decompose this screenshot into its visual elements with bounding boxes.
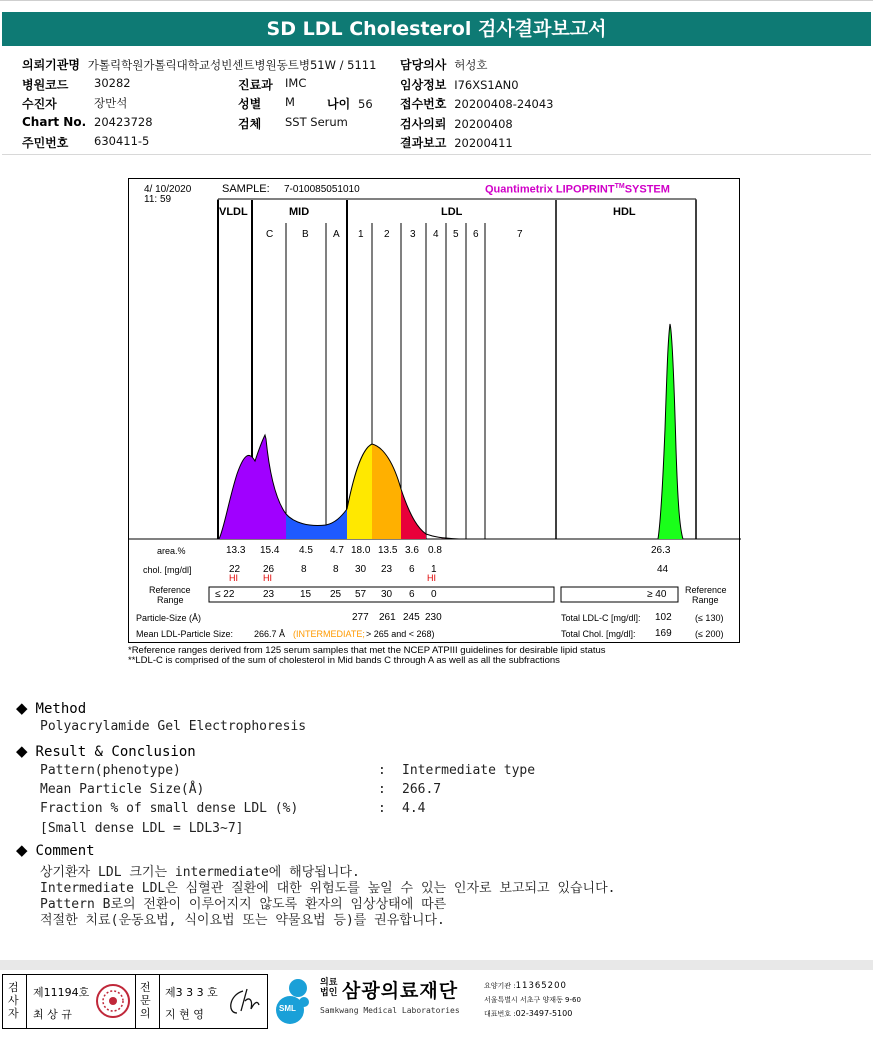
brand-system: SYSTEM — [624, 183, 670, 196]
specialist-signature-icon — [223, 985, 263, 1021]
ward-value: 동트병51W / 5111 — [276, 58, 377, 72]
ref-vldl: ≤ 22 — [215, 589, 235, 600]
org-type-1: 의료 — [320, 978, 338, 988]
age-row — [327, 95, 373, 112]
total-chol-ref: (≤ 200) — [695, 629, 724, 639]
mid-b-peak — [286, 514, 326, 539]
mean-value: 266.7 Å — [254, 629, 286, 639]
sex-value: M — [285, 95, 295, 109]
ref-right-1: Reference — [685, 585, 727, 595]
brand-tm: TM — [614, 183, 625, 190]
ref-c: 23 — [263, 589, 275, 600]
org-phone-value: 02-3497-5100 — [515, 1009, 573, 1018]
specimen-label: 검체 — [238, 117, 262, 131]
ref-right-2: Range — [692, 595, 719, 605]
sub-band-7: 7 — [517, 229, 523, 240]
result-row-sep-3: : — [378, 801, 386, 816]
org-code-label: 요양기관 : — [484, 982, 516, 990]
inspector-name: 최 상 규 — [33, 1008, 72, 1021]
clinical-value: I76XS1AN0 — [454, 78, 519, 92]
comment-line-1: 상기환자 LDL 크기는 intermediate에 해당됩니다. — [40, 865, 360, 880]
inspector-number: 제11194호 — [33, 986, 90, 999]
result-row-label-1: Pattern(phenotype) — [40, 763, 181, 778]
area-1: 18.0 — [351, 545, 371, 556]
mean-range: > 265 and < 268) — [366, 629, 435, 639]
chol-4: 1 — [431, 564, 437, 575]
chol-label: chol. [mg/dl] — [143, 565, 192, 575]
chol-c: 26 — [263, 564, 275, 575]
examinee-label: 수진자 — [22, 97, 57, 111]
sign-divider — [159, 975, 160, 1028]
result-row-label-2: Mean Particle Size(Å) — [40, 782, 205, 797]
diamond-bullet-icon: ◆ — [16, 699, 28, 717]
receipt-row — [400, 95, 553, 112]
result-row-sep-1: : — [378, 763, 386, 778]
report-notes — [128, 646, 606, 666]
specimen-value: SST Serum — [285, 115, 348, 129]
area-b: 4.5 — [299, 545, 313, 556]
org-phone-label: 대표번호 : — [484, 1010, 516, 1018]
dept-row — [238, 76, 307, 93]
org-type-2: 법인 — [320, 988, 338, 998]
request-row — [400, 115, 513, 132]
brand-text: Quantimetrix LIPOPRINT — [485, 183, 615, 196]
sub-band-a: A — [333, 229, 340, 240]
result-row-value-1: Intermediate type — [402, 763, 536, 778]
hospital-code-row — [22, 76, 131, 93]
request-value: 20200408 — [454, 117, 513, 131]
band-mid-label: MID — [289, 206, 310, 218]
note-line-2: **LDL-C is comprised of the sum of cholesterol in Mid bands C through A as well as all the subfractions — [128, 655, 560, 666]
sign-divider — [26, 975, 27, 1028]
org-code — [484, 981, 567, 991]
area-3: 3.6 — [405, 545, 419, 556]
sub-band-3: 3 — [410, 229, 416, 240]
dept-value: IMC — [285, 76, 307, 90]
band-vldl-label: VLDL — [219, 206, 248, 218]
clinical-label: 임상정보 — [400, 78, 447, 92]
diamond-bullet-icon: ◆ — [16, 841, 28, 859]
examinee-value: 장만석 — [94, 96, 128, 110]
sub-band-5: 5 — [453, 229, 459, 240]
comment-line-2: Intermediate LDL은 심혈관 질환에 대한 위험도를 높일 수 있는 인자로 보고되고 있습니다. — [40, 881, 616, 896]
inspector-label: 검사자 — [8, 981, 19, 1020]
comment-line-4: 적절한 치료(운동요법, 식이요법 또는 약물요법 등)를 권유합니다. — [40, 913, 445, 928]
org-type — [320, 978, 337, 998]
sample-value: 7-010085051010 — [284, 184, 360, 195]
request-label: 검사의뢰 — [400, 117, 447, 131]
report-time: 11: 59 — [144, 194, 172, 205]
report-date-row — [400, 134, 513, 151]
report-date-label: 결과보고 — [400, 136, 447, 150]
hi-flag-c: HI — [263, 573, 272, 583]
total-ldl-ref: (≤ 130) — [695, 613, 724, 623]
report-date: 4/ 10/2020 — [144, 184, 192, 195]
area-label: area.% — [157, 546, 186, 556]
result-heading — [16, 742, 196, 760]
band-hdl-label: HDL — [613, 206, 636, 218]
area-vldl: 13.3 — [226, 545, 246, 556]
method-heading — [16, 699, 86, 717]
mean-class: (INTERMEDIATE; — [293, 629, 365, 639]
lipoprint-report — [128, 178, 740, 643]
mean-label: Mean LDL-Particle Size: — [136, 629, 234, 639]
area-4: 0.8 — [428, 545, 442, 556]
comment-line-3: Pattern B로의 전환이 이루어지지 않도록 환자의 임상상태에 따른 — [40, 897, 447, 912]
result-row-sep-2: : — [378, 782, 386, 797]
psize-2: 261 — [379, 612, 396, 623]
ref-label-1: Reference — [149, 585, 191, 595]
sex-label: 성별 — [238, 97, 262, 111]
chol-2: 23 — [381, 564, 393, 575]
sign-divider — [135, 975, 136, 1028]
chol-3: 6 — [409, 564, 415, 575]
receipt-label: 접수번호 — [400, 97, 447, 111]
dept-label: 진료과 — [238, 78, 273, 92]
specialist-name: 지 현 영 — [165, 1008, 204, 1021]
chart-no-row — [22, 115, 153, 129]
hospital-code-label: 병원코드 — [22, 78, 69, 92]
area-hdl: 26.3 — [651, 545, 671, 556]
band-ldl-label: LDL — [441, 206, 463, 218]
ref-label-2: Range — [157, 595, 184, 605]
ref-hdl: ≥ 40 — [647, 589, 667, 600]
id-row — [22, 134, 150, 151]
result-row-value-3: 4.4 — [402, 801, 426, 816]
institution-value: 가톨릭학원가톨릭대학교성빈센트병원 — [87, 58, 277, 72]
info-separator — [2, 154, 871, 155]
clinical-row — [400, 76, 519, 93]
total-chol-value: 169 — [655, 628, 672, 639]
sample-label: SAMPLE: — [222, 183, 270, 195]
area-2: 13.5 — [378, 545, 398, 556]
report-title: SD LDL Cholesterol 검사결과보고서 — [2, 12, 871, 46]
psize-label: Particle-Size (Å) — [136, 613, 202, 623]
inspector-seal-icon — [95, 983, 131, 1019]
result-heading-text: Result & Conclusion — [35, 744, 196, 760]
comment-heading-text: Comment — [35, 843, 95, 859]
signature-box — [2, 974, 268, 1029]
age-value: 56 — [358, 97, 373, 111]
comment-heading — [16, 841, 95, 859]
chol-a: 8 — [333, 564, 339, 575]
doctor-label: 담당의사 — [400, 58, 447, 72]
age-label: 나이 — [327, 97, 351, 111]
chart-no-value: 20423728 — [94, 115, 153, 129]
sml-logo-icon — [272, 976, 316, 1026]
chol-hdl: 44 — [657, 564, 669, 575]
result-row-value-2: 266.7 — [402, 782, 442, 797]
ref-4: 0 — [431, 589, 437, 600]
report-date-value: 20200411 — [454, 136, 513, 150]
total-ldl-label: Total LDL-C [mg/dl]: — [561, 613, 641, 623]
top-border — [0, 0, 873, 1]
id-label: 주민번호 — [22, 136, 69, 150]
sex-row — [238, 95, 295, 112]
institution-row — [22, 56, 376, 73]
psize-1: 277 — [352, 612, 369, 623]
chol-b: 8 — [301, 564, 307, 575]
org-address: 서울특별시 서초구 양재동 9-60 — [484, 996, 581, 1004]
ldl2-peak — [372, 444, 401, 539]
sub-band-6: 6 — [473, 229, 479, 240]
sub-band-2: 2 — [384, 229, 390, 240]
org-name: 삼광의료재단 — [342, 980, 459, 1002]
org-phone — [484, 1009, 572, 1019]
sub-band-1: 1 — [358, 229, 364, 240]
sml-logo-text: SML — [279, 1004, 296, 1013]
area-a: 4.7 — [330, 545, 344, 556]
id-value: 630411-5 — [94, 134, 150, 148]
psize-3: 245 — [403, 612, 420, 623]
chart-no-label: Chart No. — [22, 115, 87, 129]
ref-b: 15 — [300, 589, 312, 600]
ref-1: 57 — [355, 589, 367, 600]
specimen-row — [238, 115, 348, 132]
sub-band-c: C — [266, 229, 274, 240]
method-text: Polyacrylamide Gel Electrophoresis — [40, 719, 307, 734]
org-english-name: Samkwang Medical Laboratories — [320, 1006, 460, 1015]
hospital-code-value: 30282 — [94, 76, 131, 90]
sub-band-4: 4 — [433, 229, 439, 240]
diamond-bullet-icon: ◆ — [16, 742, 28, 760]
specialist-label: 전문의 — [140, 981, 151, 1020]
specialist-number: 제3 3 3 호 — [165, 986, 218, 999]
footer-band — [0, 960, 873, 970]
chol-vldl: 22 — [229, 564, 241, 575]
doctor-row — [400, 56, 488, 73]
ldl3-peak — [401, 489, 426, 539]
sub-band-b: B — [302, 229, 309, 240]
institution-label: 의뢰기관명 — [22, 58, 80, 72]
psize-4: 230 — [425, 612, 442, 623]
area-c: 15.4 — [260, 545, 280, 556]
total-chol-label: Total Chol. [mg/dl]: — [561, 629, 636, 639]
hi-flag-4: HI — [427, 573, 436, 583]
examinee-row — [22, 95, 128, 112]
hi-flag-vldl: HI — [229, 573, 238, 583]
org-code-value: 11365200 — [515, 981, 567, 991]
total-ldl-value: 102 — [655, 612, 672, 623]
ref-2: 30 — [381, 589, 393, 600]
result-row-label-3: Fraction % of small dense LDL (%) — [40, 801, 299, 816]
ref-a: 25 — [330, 589, 342, 600]
chol-1: 30 — [355, 564, 367, 575]
ref-3: 6 — [409, 589, 415, 600]
result-note: [Small dense LDL = LDL3~7] — [40, 821, 244, 836]
doctor-value: 허성호 — [454, 58, 488, 72]
method-heading-text: Method — [35, 701, 87, 717]
receipt-value: 20200408-24043 — [454, 97, 554, 111]
note-line-1: *Reference ranges derived from 125 serum samples that met the NCEP ATPIII guidelines for desirable lipid status — [128, 645, 606, 656]
